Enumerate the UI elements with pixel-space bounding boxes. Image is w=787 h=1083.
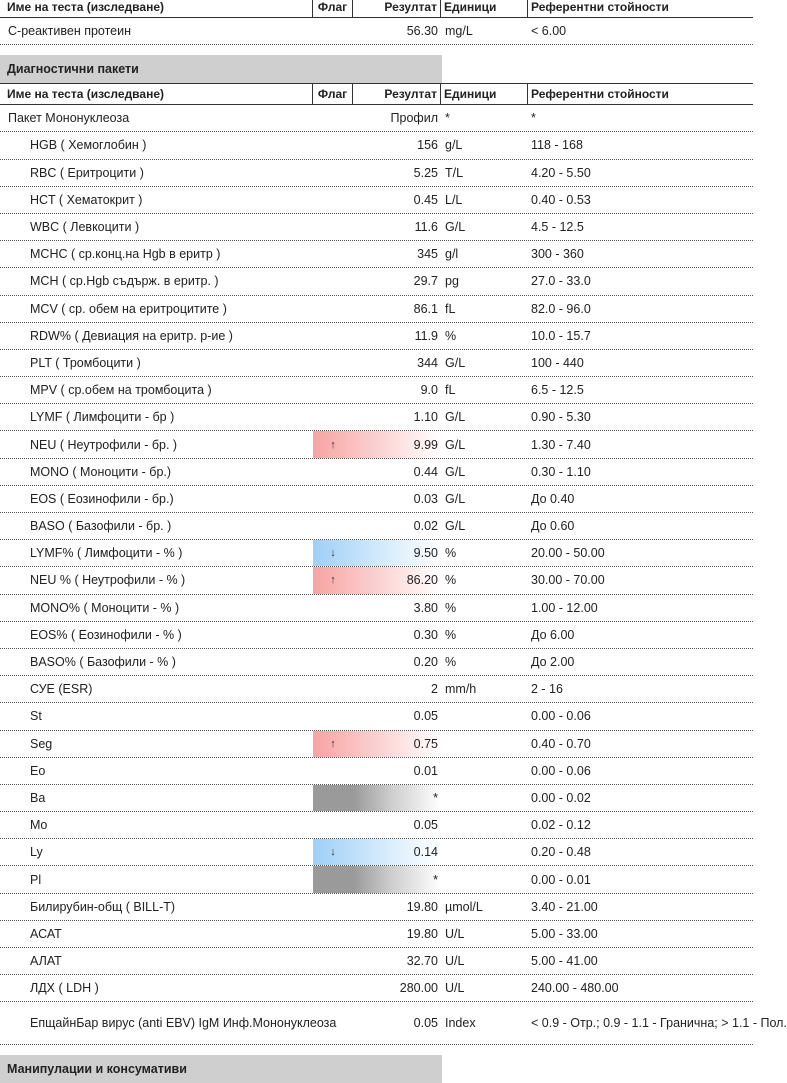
test-unit: G/L: [445, 355, 466, 370]
test-unit: G/L: [445, 220, 466, 235]
test-reference: 4.5 - 12.5: [531, 220, 584, 235]
table-row: [0, 894, 753, 921]
table-row: [0, 296, 753, 323]
test-unit: mg/L: [445, 24, 473, 39]
test-unit: *: [445, 111, 450, 126]
test-unit: %: [445, 328, 457, 343]
table-row: [0, 377, 753, 404]
test-name: EOS% ( Еозинофили - % ): [30, 627, 182, 642]
test-reference: 82.0 - 96.0: [531, 301, 591, 316]
test-name: LYMF% ( Лимфоцити - % ): [30, 546, 183, 561]
test-unit: U/L: [445, 954, 465, 969]
test-rows: [0, 105, 787, 1045]
table-row: [0, 350, 753, 377]
test-result: 0.20: [413, 655, 438, 670]
test-unit: G/L: [445, 464, 466, 479]
test-name: WBC ( Левкоцити ): [30, 220, 140, 235]
table-row: [0, 486, 753, 513]
test-name: MONO% ( Моноцити - % ): [30, 600, 180, 615]
test-name: C-реактивен протеин: [8, 24, 132, 39]
col-result-header: Резултат: [353, 84, 441, 104]
test-result: 0.01: [413, 763, 438, 778]
flag-arrow-icon: ↓: [330, 846, 336, 859]
test-reference: 0.90 - 5.30: [531, 410, 591, 425]
test-name: HGB ( Хемоглобин ): [30, 138, 147, 153]
test-reference: До 2.00: [531, 655, 575, 670]
table-row: [0, 839, 753, 866]
test-unit: T/L: [445, 165, 464, 180]
test-reference: < 6.00: [531, 24, 567, 39]
table-row: [0, 975, 753, 1002]
table-row: [0, 948, 753, 975]
test-reference: 0.20 - 0.48: [531, 845, 591, 860]
test-result: 11.9: [414, 328, 438, 343]
test-name: Mo: [30, 818, 48, 833]
test-reference: До 0.60: [531, 519, 575, 534]
test-result: 280.00: [399, 981, 438, 996]
test-result: 0.75: [413, 736, 438, 751]
test-result: 29.7: [413, 274, 438, 289]
table-row: [0, 812, 753, 839]
test-unit: G/L: [445, 437, 466, 452]
test-reference: 10.0 - 15.7: [531, 328, 591, 343]
test-result: 0.44: [413, 464, 438, 479]
col-flag-header: Флаг: [313, 84, 353, 104]
test-result: 156: [417, 138, 438, 153]
table-row: [0, 268, 753, 295]
test-name: MONO ( Моноцити - бр.): [30, 464, 172, 479]
test-result: 2: [431, 682, 438, 697]
test-reference: 118 - 168: [531, 138, 583, 153]
test-name: СУЕ (ESR): [30, 682, 93, 697]
test-reference: 100 - 440: [531, 355, 584, 370]
test-result: 0.30: [413, 627, 438, 642]
test-result: 0.05: [413, 1016, 438, 1031]
test-reference: 5.00 - 33.00: [531, 926, 598, 941]
test-unit: %: [445, 573, 457, 588]
test-unit: mm/h: [445, 682, 477, 697]
table-row: [0, 160, 753, 187]
test-result: 0.03: [413, 491, 438, 506]
table-row: [0, 1002, 787, 1045]
test-reference: 0.00 - 0.06: [531, 709, 591, 724]
table-row: [0, 649, 753, 676]
flag-arrow-icon: ↑: [330, 574, 336, 587]
test-result: 1.10: [413, 410, 438, 425]
test-reference: 0.00 - 0.01: [531, 872, 591, 887]
test-name: BASO% ( Базофили - % ): [30, 655, 176, 670]
table-row: [0, 241, 753, 268]
test-reference: 0.02 - 0.12: [531, 818, 591, 833]
test-name: RDW% ( Девиация на еритр. р-ие ): [30, 328, 233, 343]
test-reference: 2 - 16: [531, 682, 563, 697]
test-result: 32.70: [406, 954, 438, 969]
flag-arrow-icon: ↑: [330, 438, 336, 451]
test-result: *: [433, 872, 438, 887]
test-name: Ba: [30, 790, 46, 805]
test-result: 86.1: [413, 301, 438, 316]
test-name: MCV ( ср. обем на еритроцитите ): [30, 301, 227, 316]
test-name: St: [30, 709, 42, 724]
table-header-top: [0, 0, 753, 18]
test-reference: До 6.00: [531, 627, 575, 642]
test-reference: 0.40 - 0.70: [531, 736, 591, 751]
test-name: ЕпщайнБар вирус (anti EBV) IgM Инф.Мононуклеоза: [30, 1015, 337, 1030]
test-unit: µmol/L: [445, 899, 483, 914]
test-name: MCH ( ср.Hgb съдърж. в еритр. ): [30, 274, 219, 289]
col-name-header: Име на теста (изследване): [0, 0, 313, 17]
test-name: ЛДХ ( LDH ): [30, 981, 99, 996]
table-row: [0, 513, 753, 540]
test-unit: %: [445, 655, 457, 670]
table-row: [0, 758, 753, 785]
table-row: [0, 323, 753, 350]
test-result: 19.80: [406, 899, 438, 914]
test-unit: fL: [445, 383, 456, 398]
test-name: HCT ( Хематокрит ): [30, 192, 143, 207]
section-title-diagnostic: Диагностични пакети: [0, 55, 442, 83]
test-result: 0.05: [413, 818, 438, 833]
table-row: [0, 731, 753, 758]
table-row: [0, 105, 753, 132]
test-reference: 4.20 - 5.50: [531, 165, 591, 180]
test-reference: 0.40 - 0.53: [531, 192, 591, 207]
test-reference: *: [531, 111, 536, 126]
test-reference: 1.00 - 12.00: [531, 600, 598, 615]
test-unit: G/L: [445, 410, 466, 425]
flag-arrow-icon: ↑: [330, 737, 336, 750]
test-result: 345: [417, 247, 438, 262]
table-row: [0, 431, 753, 458]
test-result: Профил: [390, 111, 438, 126]
test-name: NEU ( Неутрофили - бр. ): [30, 437, 178, 452]
test-unit: g/l: [445, 247, 459, 262]
test-name: EOS ( Еозинофили - бр.): [30, 491, 174, 506]
test-reference: 3.40 - 21.00: [531, 899, 598, 914]
test-reference: 5.00 - 41.00: [531, 954, 598, 969]
col-name-header: Име на теста (изследване): [0, 84, 313, 104]
table-row: [0, 567, 753, 594]
test-unit: L/L: [445, 192, 463, 207]
test-reference: 30.00 - 70.00: [531, 573, 605, 588]
test-name: MCHC ( ср.конц.на Hgb в еритр ): [30, 247, 221, 262]
test-reference: 240.00 - 480.00: [531, 981, 619, 996]
test-reference: 20.00 - 50.00: [531, 546, 605, 561]
test-result: 9.50: [413, 546, 438, 561]
test-reference: 1.30 - 7.40: [531, 437, 591, 452]
test-name: PLT ( Тромбоцити ): [30, 355, 141, 370]
table-row: [0, 622, 753, 649]
test-result: 5.25: [413, 165, 438, 180]
col-result-header: Резултат: [353, 0, 441, 17]
test-name: Билирубин-общ ( BILL-T): [30, 899, 176, 914]
test-unit: fL: [445, 301, 456, 316]
section-title-manipulations: Манипулации и консумативи: [0, 1055, 442, 1083]
test-name: NEU % ( Неутрофили - % ): [30, 573, 186, 588]
test-unit: %: [445, 600, 457, 615]
test-result: 86.20: [406, 573, 438, 588]
table-row: [0, 676, 753, 703]
test-unit: Index: [445, 1016, 476, 1031]
test-unit: g/L: [445, 138, 463, 153]
test-result: 11.6: [414, 220, 438, 235]
test-result: 56.30: [406, 24, 438, 39]
test-unit: %: [445, 546, 457, 561]
col-flag-header: Флаг: [313, 0, 353, 17]
test-name: BASO ( Базофили - бр. ): [30, 519, 172, 534]
test-reference: 6.5 - 12.5: [531, 383, 584, 398]
test-unit: %: [445, 627, 457, 642]
test-reference: До 0.40: [531, 491, 575, 506]
test-name: MPV ( ср.обем на тромбоцита ): [30, 383, 212, 398]
test-result: 9.0: [420, 383, 438, 398]
table-row: [0, 866, 753, 893]
col-reference-header: Референтни стойности: [531, 87, 669, 102]
test-name: Pl: [30, 872, 42, 887]
table-row: [0, 921, 753, 948]
test-result: 0.05: [413, 709, 438, 724]
table-row: [0, 18, 753, 45]
col-units-header: Единици: [441, 84, 528, 104]
test-unit: U/L: [445, 926, 465, 941]
test-result: 9.99: [413, 437, 438, 452]
test-reference: 27.0 - 33.0: [531, 274, 591, 289]
flag-arrow-icon: ↓: [330, 547, 336, 560]
top-rows: [0, 18, 753, 45]
table-row: [0, 703, 753, 730]
test-unit: G/L: [445, 519, 466, 534]
table-row: [0, 187, 753, 214]
test-name: Ly: [30, 845, 43, 860]
test-result: 344: [417, 355, 438, 370]
table-row: [0, 214, 753, 241]
test-reference: 300 - 360: [531, 247, 584, 262]
test-result: 3.80: [413, 600, 438, 615]
test-reference: 0.30 - 1.10: [531, 464, 591, 479]
table-row: [0, 595, 753, 622]
test-result: *: [433, 790, 438, 805]
test-name: Пакет Мононуклеоза: [8, 111, 130, 126]
col-reference-header: Референтни стойности: [531, 0, 669, 14]
test-unit: G/L: [445, 491, 466, 506]
table-row: [0, 459, 753, 486]
test-name: Seg: [30, 736, 53, 751]
test-unit: U/L: [445, 981, 465, 996]
test-name: LYMF ( Лимфоцити - бр ): [30, 410, 175, 425]
test-name: АСАТ: [30, 926, 62, 941]
table-row: [0, 540, 753, 567]
table-row: [0, 404, 753, 431]
col-units-header: Единици: [441, 0, 528, 17]
table-row: [0, 132, 753, 159]
test-name: АЛАТ: [30, 954, 62, 969]
test-reference: 0.00 - 0.06: [531, 763, 591, 778]
table-row: [0, 785, 753, 812]
test-result: 0.45: [413, 192, 438, 207]
test-result: 0.14: [413, 845, 438, 860]
test-result: 19.80: [406, 926, 438, 941]
test-name: Eo: [30, 763, 46, 778]
test-reference: < 0.9 - Отр.; 0.9 - 1.1 - Гранична; > 1.1 - Пол.: [531, 1016, 787, 1031]
table-header: [0, 83, 753, 105]
test-reference: 0.00 - 0.02: [531, 790, 591, 805]
test-result: 0.02: [413, 519, 438, 534]
test-unit: pg: [445, 274, 459, 289]
test-name: RBC ( Еритроцити ): [30, 165, 144, 180]
